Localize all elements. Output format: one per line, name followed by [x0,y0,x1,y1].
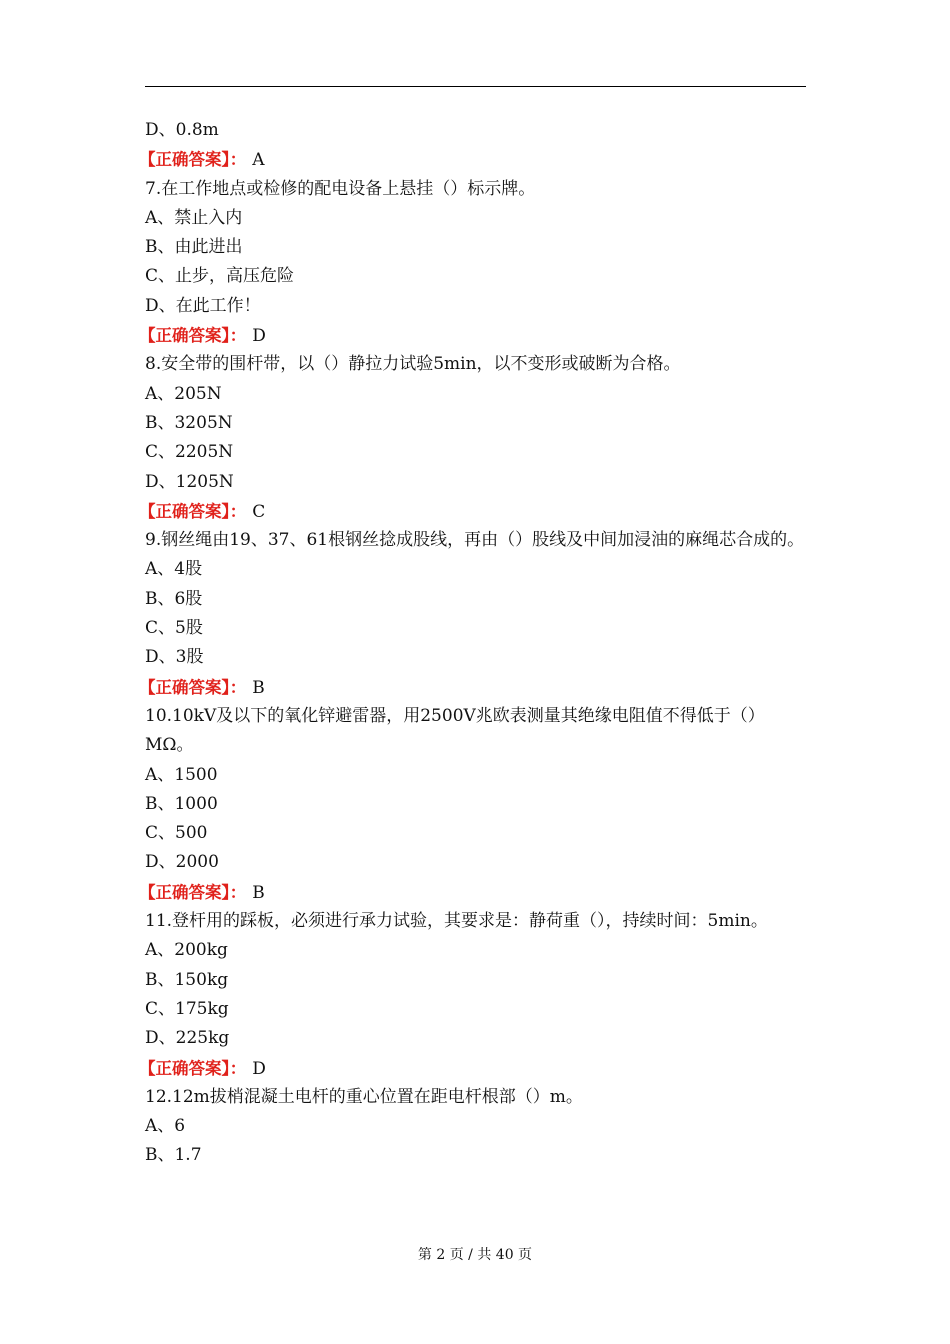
option-text: A、4股 [145,559,203,580]
option-text: B、3205N [145,412,233,433]
answer-label: 【正确答案】： [139,1058,247,1078]
question-text: 8.安全带的围杆带，以（）静拉力试验5min，以不变形或破断为合格。 [145,354,681,375]
document-body [139,116,810,1171]
option-text: D、2000 [145,852,219,873]
answer-line [139,497,810,526]
option-text: C、2205N [145,442,234,463]
answer-line [139,321,810,350]
question-text: 11.登杆用的踩板，必须进行承力试验，其要求是：静荷重（），持续时间：5min。 [145,911,768,932]
option-text: D、在此工作！ [145,295,261,316]
option-text: C、5股 [145,618,203,639]
option-text: B、由此进出 [145,237,243,258]
question-text: 9.钢丝绳由19、37、61根钢丝捻成股线，再由（）股线及中间加浸油的麻绳芯合成的。 [145,530,805,551]
answer-label: 【正确答案】： [139,501,247,521]
answer-value: D [252,326,266,347]
option-text: A、6 [145,1116,186,1137]
option-text: A、1500 [145,764,218,785]
answer-line [139,673,810,702]
answer-value: B [252,882,265,903]
answer-label: 【正确答案】： [139,150,247,170]
answer-label: 【正确答案】： [139,882,247,902]
option-text: B、1.7 [145,1145,202,1166]
answer-line [139,145,810,174]
question-text: 10.10kV及以下的氧化锌避雷器，用2500V兆欧表测量其绝缘电阻值不得低于（）MΩ。 [145,705,765,756]
option-text: B、6股 [145,588,203,609]
page-footer: 第 2 页 / 共 40 页 [417,1247,533,1263]
option-text: D、225kg [145,1028,230,1049]
answer-line [139,878,810,907]
option-text: D、1205N [145,471,234,492]
answer-label: 【正确答案】： [139,326,247,346]
option-text: B、1000 [145,793,218,814]
option-text: A、205N [145,383,222,404]
option-text: A、禁止入内 [145,207,243,228]
option-text: C、175kg [145,998,229,1019]
option-text: D、3股 [145,647,204,668]
answer-value: B [252,677,265,698]
answer-value: A [252,150,265,171]
option-text: B、150kg [145,969,229,990]
question-text: 12.12m拔梢混凝土电杆的重心位置在距电杆根部（）m。 [145,1086,583,1107]
answer-value: D [252,1058,266,1079]
option-text: C、500 [145,823,208,844]
answer-value: C [252,501,266,522]
answer-line [139,1054,810,1083]
question-text: 7.在工作地点或检修的配电设备上悬挂（）标示牌。 [145,178,536,199]
option-text: A、200kg [145,940,228,961]
answer-label: 【正确答案】： [139,677,247,697]
header-rule [145,86,806,87]
option-text: D、0.8m [145,120,219,140]
option-text: C、止步，高压危险 [145,266,295,287]
